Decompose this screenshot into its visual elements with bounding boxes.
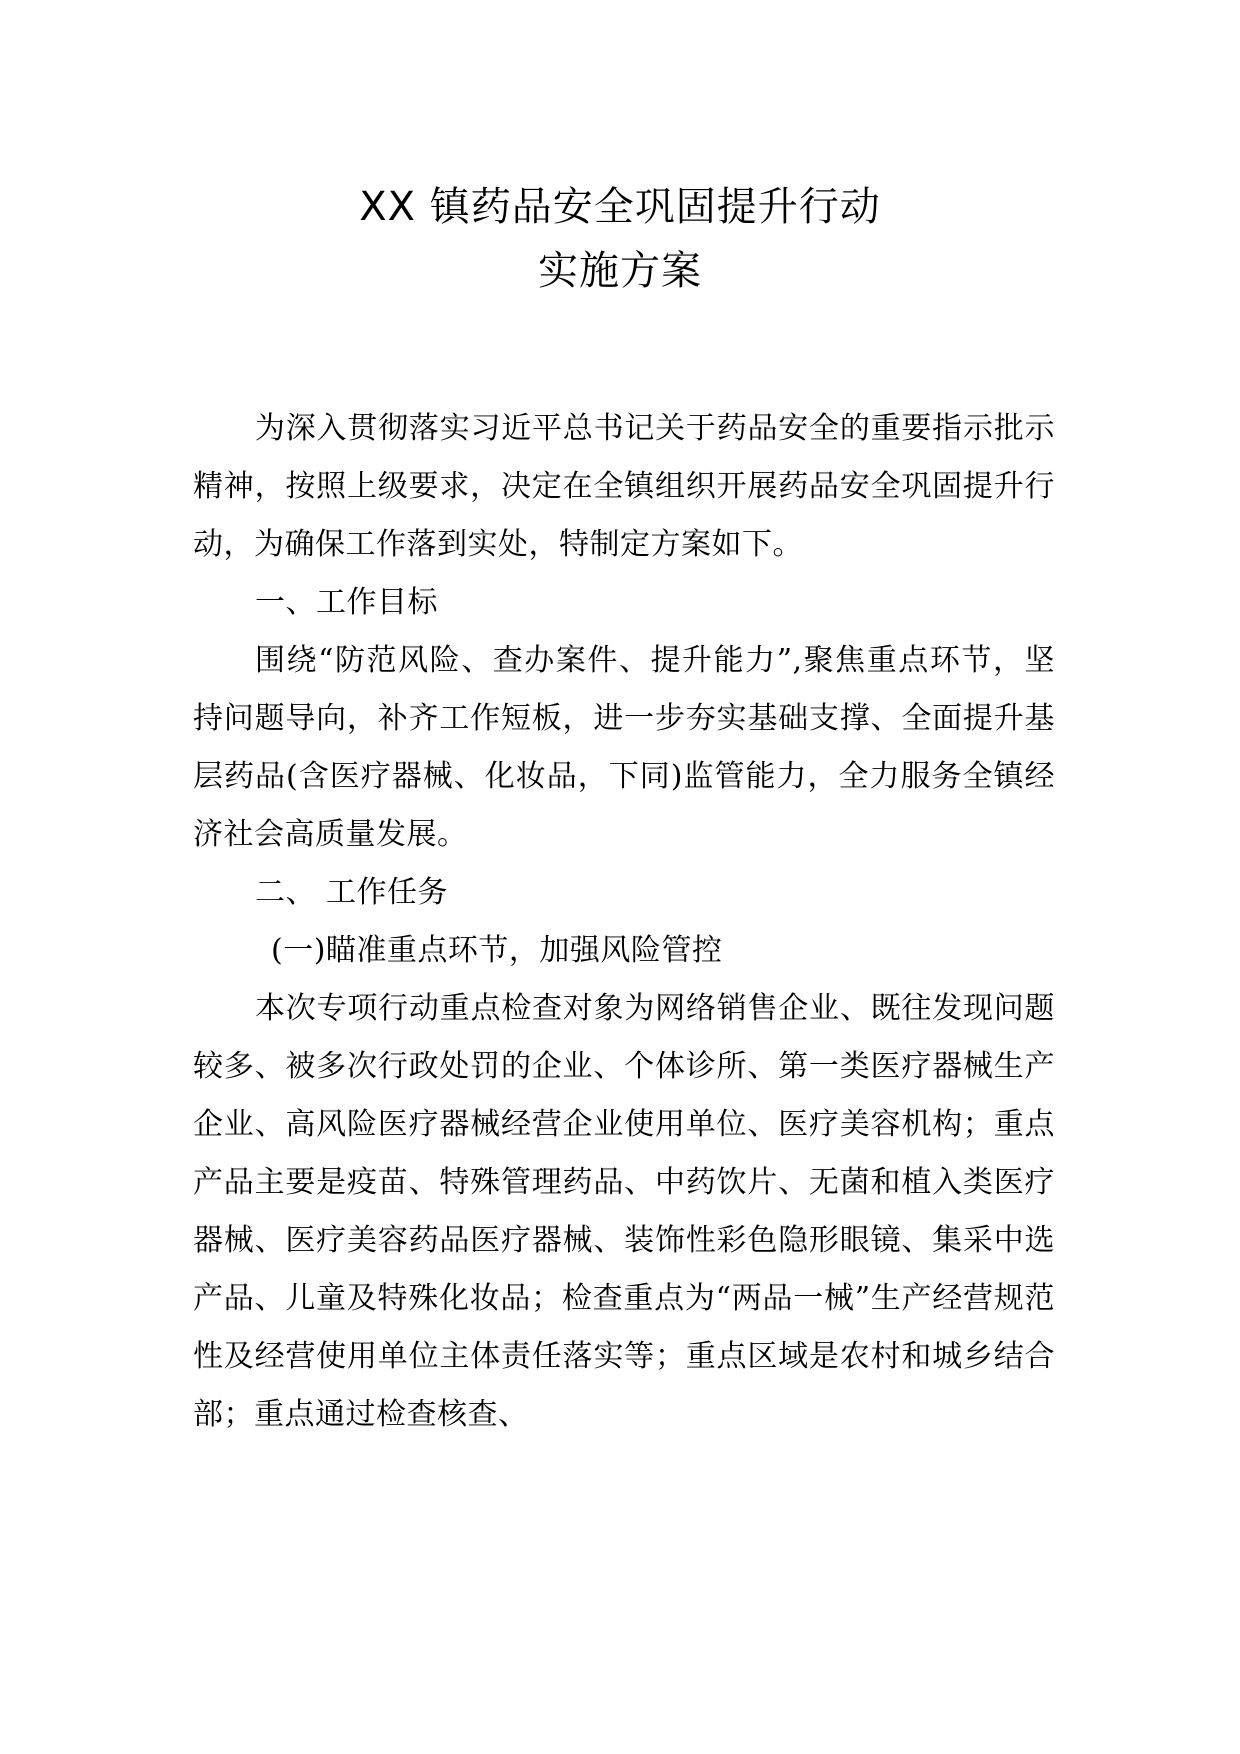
section-heading-goals: 一、工作目标 [255, 585, 438, 620]
section-heading-tasks: 二、 工作任务 [255, 875, 449, 910]
title-line-2: 实施方案 [538, 248, 702, 294]
document-title [0, 175, 1240, 303]
intro-paragraph: 为深入贯彻落实习近平总书记关于药品安全的重要指示批示精神，按照上级要求，决定在全镇组织开展药品安全巩固提升行动，为确保工作落到实处，特制定方案如下。 [193, 411, 1055, 562]
title-line-1: XX 镇药品安全巩固提升行动 [359, 184, 881, 230]
risk-control-paragraph: 本次专项行动重点检查对象为网络销售企业、既往发现问题较多、被多次行政处罚的企业、个体诊所、第一类医疗器械生产企业、高风险医疗器械经营企业使用单位、医疗美容机构；重点产品主要是疫苗、特殊管理药品、中药饮片、无菌和植入类医疗器械、医疗美容药品医疗器械、装饰性彩色隐形眼镜、集采中选产品、儿童及特殊化妆品；检查重点为“两品一械”生产经营规范性及经营使用单位主体责任落实等；重点区域是农村和城乡结合部；重点通过检查核查、 [193, 991, 1055, 1432]
subsection-heading-risk-control: (一)瞄准重点环节，加强风险管控 [271, 933, 723, 968]
goals-paragraph: 围绕“防范风险、查办案件、提升能力”,聚焦重点环节，坚持问题导向，补齐工作短板，进一步夯实基础支撑、全面提升基层药品(含医疗器械、化妆品，下同)监管能力，全力服务全镇经济社会高质量发展。 [193, 643, 1055, 852]
document-body [193, 400, 1055, 1444]
